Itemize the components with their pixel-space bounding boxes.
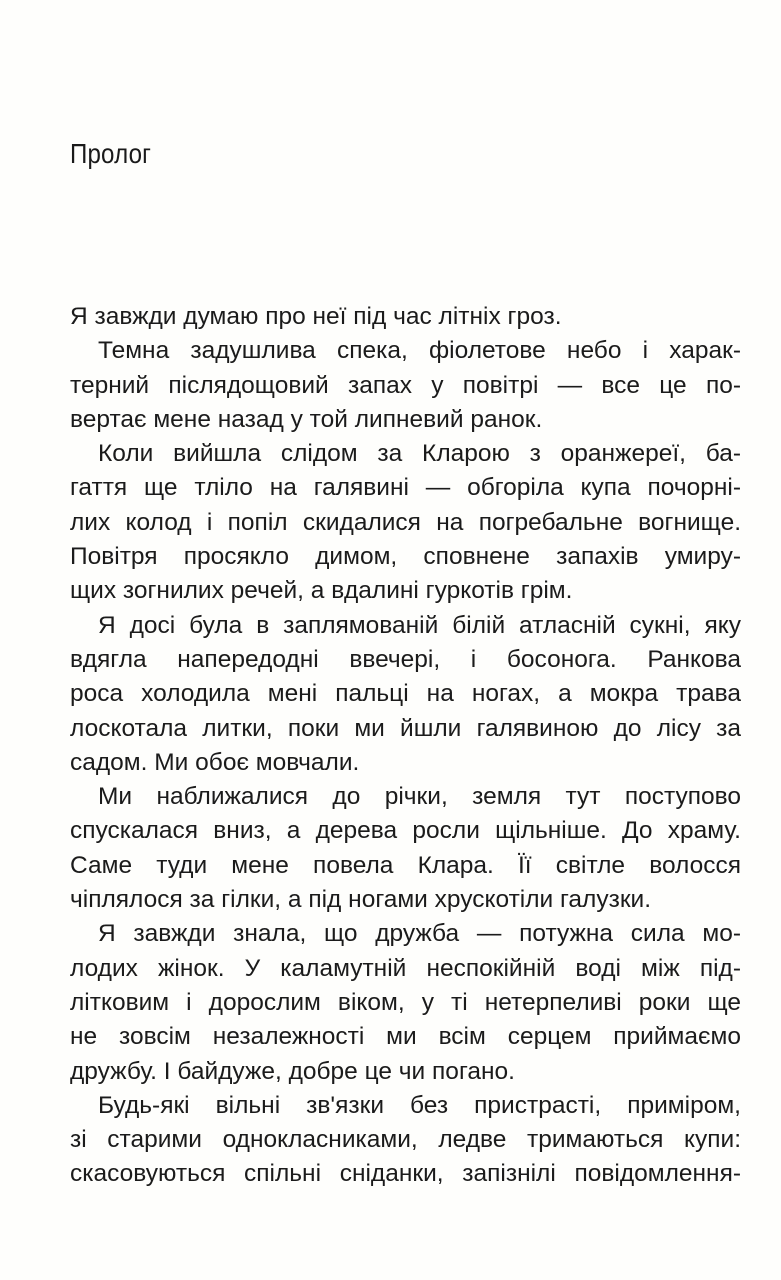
text-line: лоскотала литки, поки ми йшли галявиною до лісу за (70, 714, 741, 742)
text-line: терний післядощовий запах у повітрі — все це по- (70, 371, 741, 399)
text-line: вертає мене назад у той липневий ранок. (70, 405, 543, 433)
prologue-text (70, 300, 741, 1192)
text-line: садом. Ми обоє мовчали. (70, 748, 360, 776)
text-line: Ми наближалися до річки, земля тут поступово (98, 783, 741, 811)
text-line: Повітря просякло димом, сповнене запахів умиру- (70, 543, 741, 571)
text-line: спускалася вниз, а дерева росли щільніше. До храму. (70, 817, 741, 845)
text-line: Я завжди думаю про неї під час літніх гроз. (70, 303, 562, 330)
chapter-title: Пролог (70, 138, 152, 169)
text-line: роса холодила мені пальці на ногах, а мокра трава (70, 680, 741, 708)
text-line: не зовсім незалежності ми всім серцем приймаємо (70, 1023, 741, 1051)
text-line: щих зогнилих речей, а вдалині гуркотів грім. (70, 577, 573, 605)
text-line: Я завжди знала, що дружба — потужна сила мо- (98, 920, 741, 948)
text-line: Коли вийшла слідом за Кларою з оранжереї, ба- (98, 440, 741, 468)
text-line: лодих жінок. У каламутній неспокійній воді між під- (70, 954, 741, 982)
text-line: Будь-які вільні зв'язки без пристрасті, приміром, (98, 1091, 741, 1119)
text-line: гаття ще тліло на галявині — обгоріла купа почорні- (70, 474, 741, 502)
text-line: Я досі була в заплямованій білій атласній сукні, яку (98, 611, 741, 639)
text-line: вдягла напередодні ввечері, і босонога. Ранкова (70, 645, 741, 673)
text-line: Темна задушлива спека, фіолетове небо і харак- (98, 337, 741, 365)
text-line: чіплялося за гілки, а під ногами хрускотіли галузки. (70, 886, 652, 914)
text-line: лих колод і попіл скидалися на погребальне вогнище. (70, 508, 741, 536)
text-line: дружбу. І байдуже, добре це чи погано. (70, 1057, 515, 1085)
text-line: скасовуються спільні сніданки, запізнілі повідомлення- (70, 1160, 741, 1188)
text-line: зі старими однокласниками, ледве тримаються купи: (70, 1126, 741, 1154)
text-line: Саме туди мене повела Клара. Її світле волосся (70, 851, 741, 879)
text-line: літковим і дорослим віком, у ті нетерпеливі роки ще (70, 988, 741, 1016)
